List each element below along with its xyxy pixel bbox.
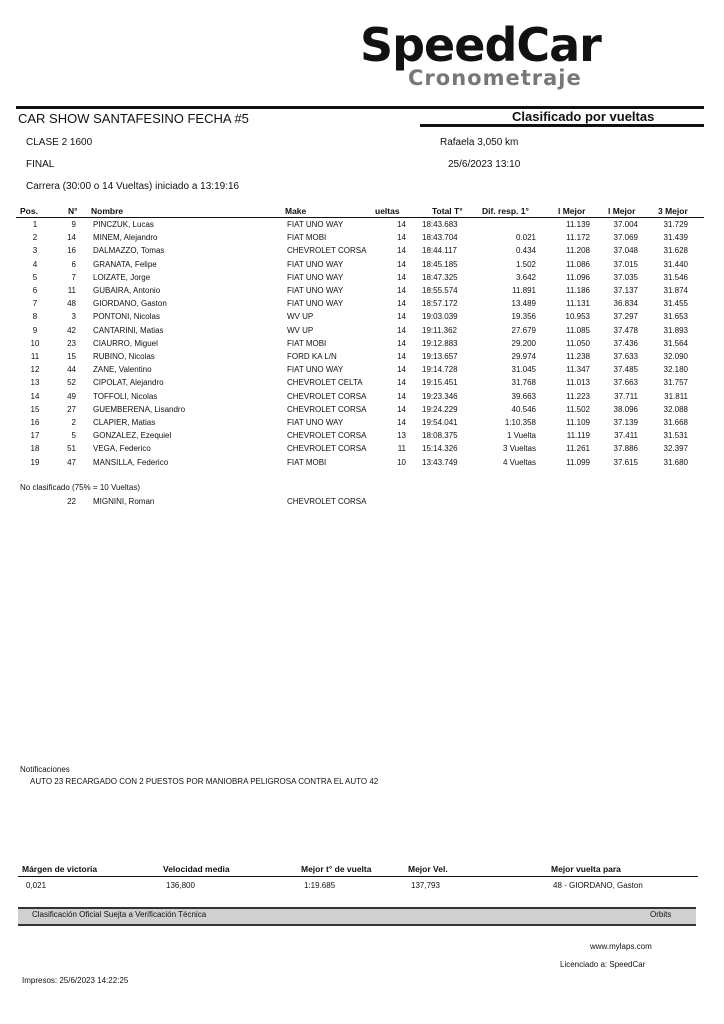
cell-s1: 11.099 [566, 457, 590, 467]
cell-s1: 11.502 [566, 404, 590, 414]
cell-s2: 38.096 [613, 404, 638, 414]
cell-pos: 16 [30, 418, 40, 427]
session-name: FINAL [26, 159, 55, 170]
cell-diff: 3 Vueltas [502, 444, 536, 454]
cell-diff: 13.489 [511, 299, 536, 309]
cell-laps: 14 [397, 325, 406, 335]
cell-make: CHEVROLET CORSA [287, 246, 367, 256]
cell-laps: 14 [397, 418, 406, 427]
cell-no: 7 [71, 272, 76, 282]
cell-total: 19:15.451 [422, 378, 458, 388]
cell-total: 18:45.185 [422, 259, 458, 269]
cell-pos: 17 [30, 431, 40, 441]
cell-s3: 31.531 [663, 431, 688, 441]
margin-label: Márgen de victoria [22, 864, 98, 874]
cell-make: FIAT UNO WAY [287, 365, 344, 375]
cell-total: 18:55.574 [422, 286, 458, 295]
cell-s2: 37.048 [613, 246, 638, 256]
header-rule [16, 217, 704, 218]
cell-diff: 27.679 [511, 325, 536, 335]
cell-s2: 37.485 [613, 365, 638, 375]
cell-s2: 37.137 [613, 286, 638, 295]
cell-s2: 37.411 [614, 431, 638, 441]
cell-name: TOFFOLI, Nicolas [93, 391, 158, 401]
cell-s2: 37.035 [613, 272, 638, 282]
cell-name: DALMAZZO, Tomas [93, 246, 165, 256]
cell-diff: 29.974 [511, 352, 536, 361]
cell-no: 48 [67, 299, 76, 309]
cell-total: 19:14.728 [422, 365, 458, 375]
cell-diff: 1:10.358 [504, 418, 536, 427]
cell-pos: 3 [32, 246, 38, 256]
cell-no: 47 [67, 457, 76, 467]
col-best-s1: l Mejor [558, 206, 586, 216]
cell-no: 14 [67, 233, 76, 243]
cell-name: MINEM, Alejandro [93, 233, 158, 243]
cell-laps: 14 [397, 272, 406, 282]
cell-s2: 37.139 [613, 418, 638, 427]
cell-s2: 37.615 [613, 457, 638, 467]
cell-total: 19:12.883 [422, 338, 458, 348]
cell-s3: 32.180 [663, 365, 688, 375]
cell-name: PINCZUK, Lucas [93, 220, 154, 229]
cell-make: FIAT UNO WAY [287, 299, 344, 309]
cell-make: FIAT UNO WAY [287, 418, 344, 427]
cell-no: 3 [71, 312, 76, 322]
cell-laps: 14 [397, 365, 406, 375]
cell-no: 44 [67, 365, 76, 375]
col-no: N° [68, 206, 78, 216]
cell-total: 18:43.683 [422, 220, 458, 229]
logo-title: SpeedCar [360, 18, 601, 72]
cell-laps: 14 [397, 391, 406, 401]
cell-s1: 11.347 [566, 365, 590, 375]
notifications-label: Notificaciones [20, 765, 70, 774]
cell-make: WV UP [287, 312, 314, 322]
nc-cell-make: CHEVROLET CORSA [287, 497, 367, 506]
cell-no: 23 [67, 338, 76, 348]
cell-total: 19:03.039 [422, 312, 458, 322]
cell-s2: 37.633 [613, 352, 638, 361]
cell-pos: 12 [30, 365, 40, 375]
cell-laps: 14 [397, 299, 406, 309]
col-total: Total T° [432, 206, 463, 216]
cell-s3: 32.088 [663, 404, 688, 414]
cell-s2: 37.436 [613, 338, 638, 348]
cell-total: 18:08.375 [422, 431, 458, 441]
cell-s3: 31.564 [663, 338, 688, 348]
cell-s1: 11.119 [566, 431, 590, 441]
col-laps: ueltas [375, 206, 400, 216]
cell-s3: 31.757 [663, 378, 688, 388]
cell-name: LOIZATE, Jorge [93, 272, 151, 282]
cell-diff: 1 Vuelta [506, 431, 536, 441]
cell-make: FIAT MOBI [287, 233, 327, 243]
cell-s3: 31.439 [663, 233, 688, 243]
cell-s2: 37.297 [613, 312, 638, 322]
cell-no: 27 [67, 404, 76, 414]
cell-s1: 11.238 [566, 352, 590, 361]
best-vel-value: 137,793 [411, 881, 440, 890]
cell-make: FORD KA L/N [287, 352, 337, 361]
cell-laps: 14 [397, 246, 406, 256]
cell-diff: 39.663 [511, 391, 536, 401]
cell-s1: 11.085 [566, 325, 590, 335]
cell-pos: 19 [30, 457, 40, 467]
title-bottom-rule [420, 124, 704, 127]
cell-s1: 11.186 [566, 286, 590, 295]
cell-total: 19:54.041 [422, 418, 458, 427]
cell-make: CHEVROLET CELTA [287, 378, 363, 388]
cell-name: PONTONI, Nicolas [93, 312, 160, 322]
printed-date: Impresos: 25/6/2023 14:22:25 [22, 976, 129, 985]
cell-diff: 0.434 [515, 246, 536, 256]
orbits-label: Orbits [650, 910, 672, 919]
cell-pos: 10 [30, 338, 40, 348]
cell-no: 49 [67, 391, 76, 401]
cell-s3: 31.811 [664, 391, 688, 401]
cell-s1: 11.261 [566, 444, 590, 454]
cell-total: 19:24.229 [422, 404, 458, 414]
col-best-s2: l Mejor [608, 206, 636, 216]
cell-name: CIAURRO, Miguel [93, 338, 158, 348]
cell-total: 19:11.362 [422, 325, 457, 335]
cell-name: GUBAIRA, Antonio [93, 286, 161, 295]
cell-name: VEGA, Federico [93, 444, 151, 454]
cell-pos: 13 [30, 378, 40, 388]
cell-s1: 11.086 [566, 259, 590, 269]
col-make: Make [285, 206, 307, 216]
cell-s3: 31.455 [663, 299, 688, 309]
logo-subtitle: Cronometraje [408, 66, 582, 90]
cell-pos: 6 [32, 286, 38, 295]
cell-name: CIPOLAT, Alejandro [93, 378, 164, 388]
cell-s2: 36.834 [613, 299, 638, 309]
cell-s1: 11.223 [566, 391, 590, 401]
report-type: Clasificado por vueltas [512, 109, 655, 124]
cell-laps: 14 [397, 378, 406, 388]
best-for-label: Mejor vuelta para [551, 864, 621, 874]
cell-name: GIORDANO, Gaston [93, 299, 167, 309]
cell-no: 11 [67, 286, 76, 295]
cell-s3: 32.397 [663, 444, 688, 454]
cell-pos: 2 [32, 233, 38, 243]
cell-no: 2 [71, 418, 76, 427]
cell-no: 6 [71, 259, 76, 269]
cell-no: 42 [67, 325, 76, 335]
cell-make: CHEVROLET CORSA [287, 444, 367, 454]
cell-s1: 11.096 [566, 272, 590, 282]
cell-no: 51 [67, 444, 76, 454]
official-note: Clasificación Oficial Suejta a Verificación Técnica [32, 910, 207, 919]
cell-no: 15 [67, 352, 76, 361]
col-best-s3: 3 Mejor [658, 206, 688, 216]
cell-pos: 1 [32, 220, 38, 229]
nc-cell-no: 22 [67, 497, 76, 506]
best-for-value: 48 - GIORDANO, Gaston [553, 881, 643, 890]
cell-laps: 14 [397, 286, 406, 295]
summary-rule [18, 876, 698, 877]
cell-laps: 11 [397, 444, 406, 454]
cell-diff: 31.768 [511, 378, 536, 388]
cell-pos: 8 [32, 312, 38, 322]
session-date: 25/6/2023 13:10 [448, 159, 521, 170]
cell-name: GONZALEZ, Ezequiel [93, 431, 172, 441]
cell-total: 18:43.704 [422, 233, 458, 243]
cell-s3: 31.440 [663, 259, 688, 269]
cell-pos: 4 [32, 259, 38, 269]
cell-name: ZANE, Valentino [93, 365, 152, 375]
cell-laps: 14 [397, 233, 406, 243]
cell-pos: 5 [32, 272, 38, 282]
cell-diff: 11.891 [512, 286, 536, 295]
cell-s3: 32.090 [663, 352, 688, 361]
cell-s1: 11.131 [566, 299, 590, 309]
margin-value: 0,021 [26, 881, 47, 890]
cell-name: MANSILLA, Federico [93, 457, 169, 467]
cell-make: FIAT UNO WAY [287, 220, 344, 229]
cell-s3: 31.546 [663, 272, 688, 282]
cell-s3: 31.729 [663, 220, 688, 229]
cell-s2: 37.069 [613, 233, 638, 243]
cell-s3: 31.874 [663, 286, 688, 295]
col-pos: Pos. [20, 206, 38, 216]
cell-pos: 18 [30, 444, 40, 454]
cell-make: CHEVROLET CORSA [287, 431, 367, 441]
cell-no: 9 [71, 220, 76, 229]
race-info: Carrera (30:00 o 14 Vueltas) iniciado a 13:19:16 [26, 181, 240, 192]
cell-pos: 14 [30, 391, 40, 401]
cell-laps: 14 [397, 338, 406, 348]
speed-value: 136,800 [166, 881, 195, 890]
cell-total: 13:43.749 [422, 457, 458, 467]
cell-s2: 37.711 [614, 391, 638, 401]
cell-make: CHEVROLET CORSA [287, 404, 367, 414]
cell-pos: 11 [30, 352, 40, 361]
cell-s1: 11.050 [566, 338, 590, 348]
cell-total: 18:57.172 [422, 299, 458, 309]
licensed-to: Licenciado a: SpeedCar [560, 960, 646, 969]
event-title: CAR SHOW SANTAFESINO FECHA #5 [18, 111, 249, 126]
cell-diff: 40.546 [511, 404, 536, 414]
cell-make: FIAT MOBI [287, 457, 327, 467]
cell-total: 15:14.326 [422, 444, 458, 454]
cell-s2: 37.004 [613, 220, 638, 229]
cell-total: 18:44.117 [422, 246, 457, 256]
notification-text: AUTO 23 RECARGADO CON 2 PUESTOS POR MANIOBRA PELIGROSA CONTRA EL AUTO 42 [30, 777, 379, 786]
speed-label: Velocidad media [163, 864, 230, 874]
website-link[interactable]: www.mylaps.com [590, 942, 652, 951]
cell-s1: 10.953 [565, 312, 590, 322]
not-classified-label: No clasificado (75% = 10 Vueltas) [20, 483, 140, 492]
cell-name: CLAPIER, Matias [93, 418, 156, 427]
cell-s1: 11.013 [566, 378, 590, 388]
cell-make: FIAT UNO WAY [287, 272, 344, 282]
cell-make: CHEVROLET CORSA [287, 391, 367, 401]
col-diff: Dif. resp. 1° [482, 206, 529, 216]
best-vel-label: Mejor Vel. [408, 864, 448, 874]
cell-name: RUBINO, Nicolas [93, 352, 155, 361]
cell-no: 52 [67, 378, 76, 388]
cell-name: CANTARINI, Matias [93, 325, 164, 335]
col-name: Nombre [91, 206, 124, 216]
cell-laps: 14 [397, 220, 406, 229]
cell-pos: 9 [32, 325, 38, 335]
cell-s2: 37.663 [613, 378, 638, 388]
cell-diff: 19.356 [511, 312, 536, 322]
cell-s2: 37.015 [613, 259, 638, 269]
cell-laps: 14 [397, 352, 406, 361]
cell-s3: 31.668 [663, 418, 688, 427]
cell-diff: 1.502 [515, 259, 536, 269]
cell-laps: 13 [397, 431, 406, 441]
cell-s1: 11.109 [566, 418, 590, 427]
cell-no: 16 [67, 246, 76, 256]
cell-make: FIAT MOBI [287, 338, 327, 348]
cell-make: FIAT UNO WAY [287, 259, 344, 269]
cell-laps: 10 [397, 457, 406, 467]
cell-name: GRANATA, Felipe [93, 259, 157, 269]
cell-diff: 4 Vueltas [502, 457, 536, 467]
cell-s3: 31.680 [663, 457, 688, 467]
best-lap-value: 1:19.685 [304, 881, 336, 890]
cell-total: 18:47.325 [422, 272, 458, 282]
cell-make: WV UP [287, 325, 314, 335]
cell-laps: 14 [397, 312, 406, 322]
cell-s3: 31.628 [663, 246, 688, 256]
cell-pos: 7 [32, 299, 38, 309]
cell-laps: 14 [397, 404, 406, 414]
cell-s1: 11.208 [566, 246, 590, 256]
cell-diff: 29.200 [511, 338, 536, 348]
best-lap-label: Mejor t° de vuelta [301, 864, 372, 874]
cell-no: 5 [71, 431, 76, 441]
cell-make: FIAT UNO WAY [287, 286, 344, 295]
cell-laps: 14 [397, 259, 406, 269]
cell-s2: 37.886 [613, 444, 638, 454]
track-info: Rafaela 3,050 km [440, 137, 519, 148]
cell-total: 19:23.346 [422, 391, 458, 401]
cell-s3: 31.653 [663, 312, 688, 322]
cell-s3: 31.893 [663, 325, 688, 335]
cell-total: 19:13.657 [422, 352, 458, 361]
cell-diff: 31.045 [511, 365, 536, 375]
nc-cell-name: MIGNINI, Roman [93, 497, 155, 506]
class-name: CLASE 2 1600 [26, 137, 93, 148]
cell-s1: 11.172 [566, 233, 590, 243]
cell-s1: 11.139 [566, 220, 590, 229]
cell-name: GUEMBERENA, Lisandro [93, 404, 186, 414]
cell-pos: 15 [30, 404, 40, 414]
cell-s2: 37.478 [613, 325, 638, 335]
cell-diff: 3.642 [515, 272, 536, 282]
cell-diff: 0.021 [515, 233, 536, 243]
